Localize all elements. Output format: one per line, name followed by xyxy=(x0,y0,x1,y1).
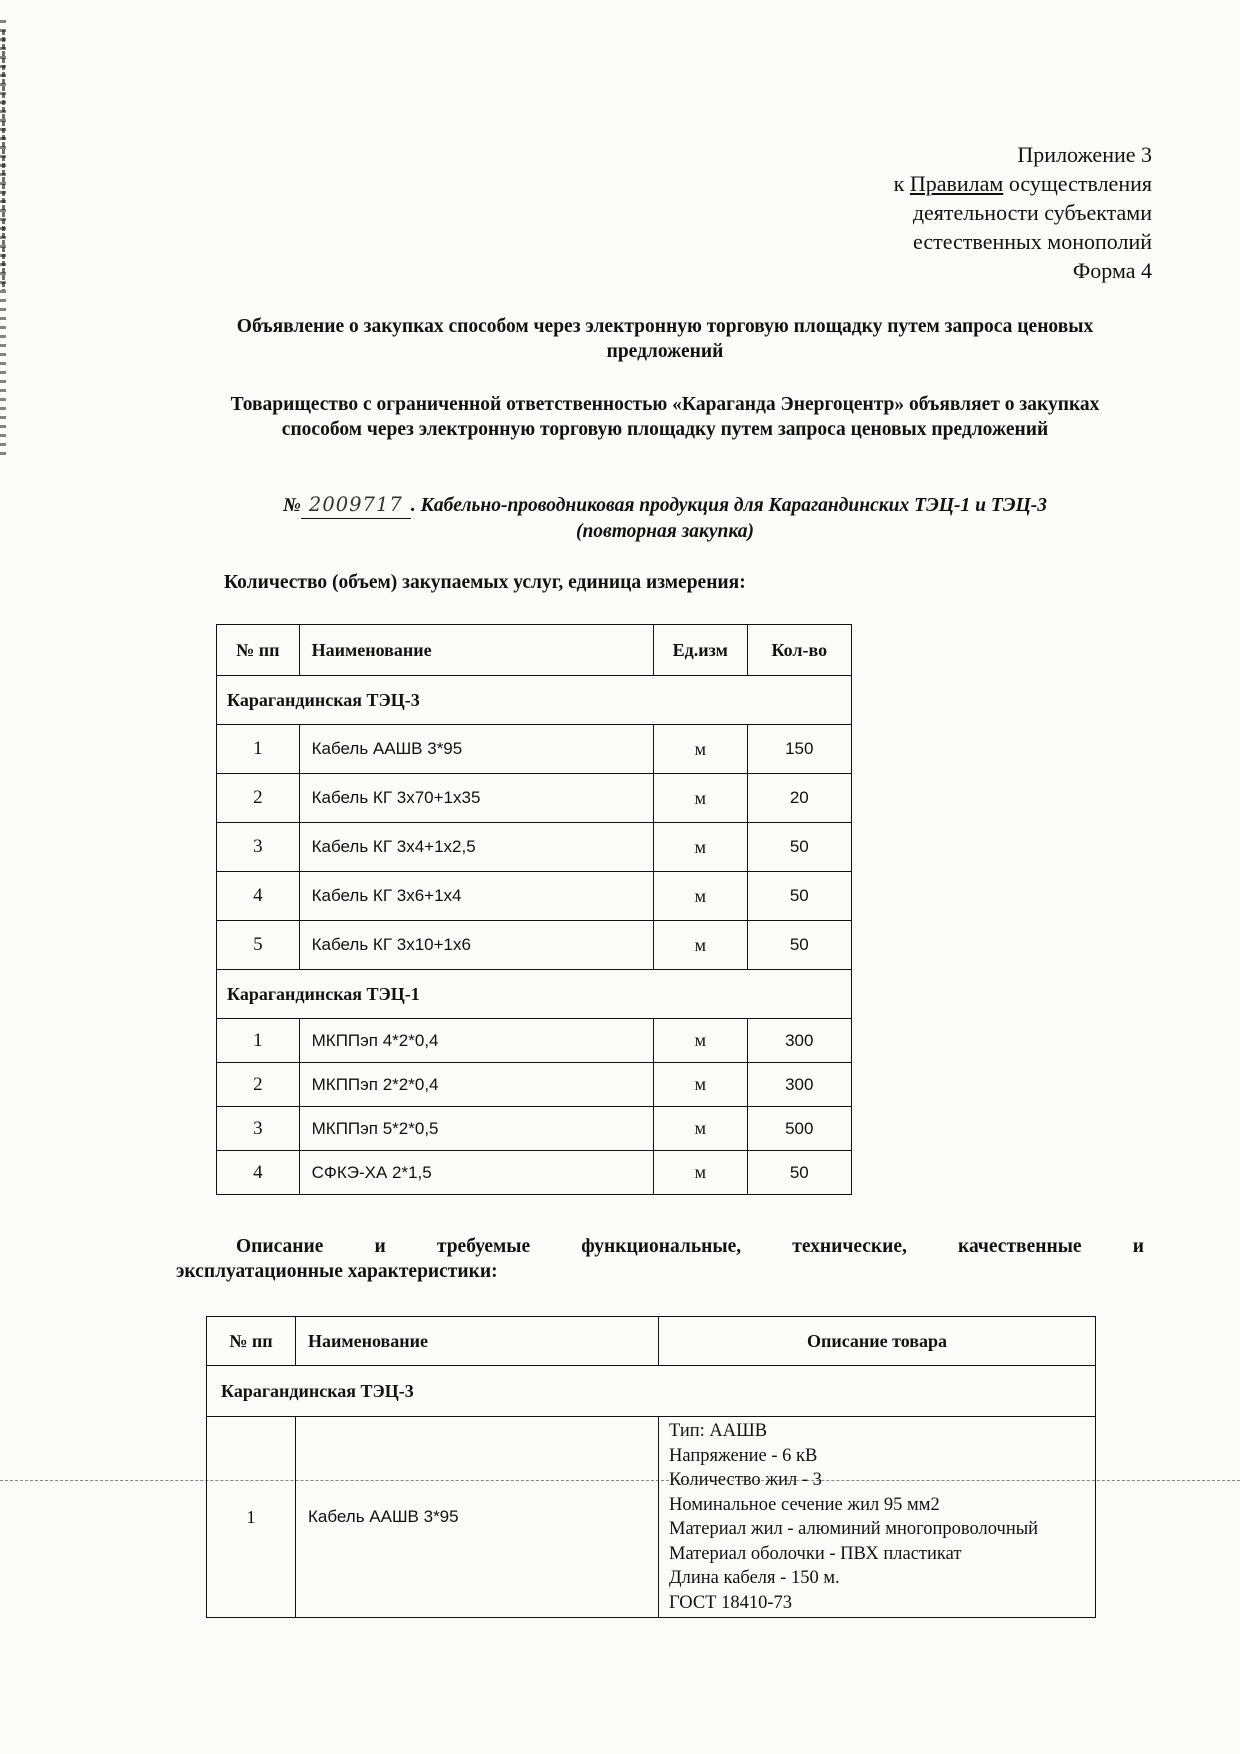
section-row xyxy=(207,1366,1096,1417)
lot-title: . Кабельно-проводниковая продукция для Карагандинских ТЭЦ-1 и ТЭЦ-3 xyxy=(410,495,1047,516)
table-row: 1 Кабель ААШВ 3*95 Тип: ААШВ Напряжение - 6 кВ Количество жил - 3 Номинальное сечение жил 95 мм2 Материал жил - алюминий многопроволочный Материал оболочки - ПВХ пластикат Длина кабеля - 150 м. ГОСТ 18410-73 xyxy=(207,1417,1096,1618)
table-row: 2 МКППэп 2*2*0,4 м 300 xyxy=(217,1063,852,1107)
table-row: 4 СФКЭ-ХА 2*1,5 м 50 xyxy=(217,1151,852,1195)
table-row: 1 Кабель ААШВ 3*95 м 150 xyxy=(217,725,852,774)
appendix-line: к Правилам осуществления xyxy=(893,171,1152,196)
lot-number-prefix: № xyxy=(283,495,301,516)
appendix-line: деятельности субъектами xyxy=(912,200,1152,225)
table-header-row xyxy=(207,1317,1096,1366)
table-row: 3 Кабель КГ 3х4+1х2,5 м 50 xyxy=(217,823,852,872)
table-header-row xyxy=(217,625,852,676)
appendix-line: естественных монополий xyxy=(913,229,1152,254)
organization-statement: Товарищество с ограниченной ответственностью «Караганда Энергоцентр» объявляет о закупках способом через электронную торговую площадку путем запроса ценовых предложений xyxy=(230,394,1100,440)
description-intro xyxy=(176,1234,1144,1284)
form-number: Форма 4 xyxy=(1072,258,1152,283)
header-num: № пп xyxy=(207,1317,296,1366)
section-row xyxy=(217,676,852,725)
table-row: 1 МКППэп 4*2*0,4 м 300 xyxy=(217,1019,852,1063)
quantity-caption: Количество (объем) закупаемых услуг, единица измерения: xyxy=(224,572,746,593)
description-table xyxy=(206,1316,1096,1618)
header-name: Наименование xyxy=(299,625,653,676)
lot-heading xyxy=(200,492,1130,545)
section-row xyxy=(217,970,852,1019)
description-intro-line: Описание и требуемые функциональные, технические, качественные и xyxy=(236,1236,1144,1257)
scan-edge-artifact xyxy=(2,30,5,290)
header-desc: Описание товара xyxy=(659,1317,1096,1366)
rules-link[interactable]: Правилам xyxy=(909,171,1004,196)
table-row: 5 Кабель КГ 3х10+1х6 м 50 xyxy=(217,921,852,970)
header-qty: Кол-во xyxy=(747,625,851,676)
header-unit: Ед.изм xyxy=(654,625,748,676)
lot-note: (повторная закупка) xyxy=(575,521,755,542)
header-name: Наименование xyxy=(296,1317,659,1366)
appendix-line: Приложение 3 xyxy=(1017,142,1152,167)
table-row: 3 МКППэп 5*2*0,5 м 500 xyxy=(217,1107,852,1151)
table-row: 4 Кабель КГ 3х6+1х4 м 50 xyxy=(217,872,852,921)
description-intro-line: эксплуатационные характеристики: xyxy=(176,1261,498,1282)
header-num: № пп xyxy=(217,625,300,676)
lot-number: 2009717 xyxy=(301,492,411,519)
table-row: 2 Кабель КГ 3х70+1х35 м 20 xyxy=(217,774,852,823)
section-title: Карагандинская ТЭЦ-3 xyxy=(217,676,852,725)
quantity-table xyxy=(216,624,852,1195)
section-title: Карагандинская ТЭЦ-1 xyxy=(217,970,852,1019)
announcement-title: Объявление о закупках способом через электронную торговую площадку путем запроса ценовых предложений xyxy=(236,316,1094,362)
section-title: Карагандинская ТЭЦ-3 xyxy=(207,1366,1096,1417)
appendix-block xyxy=(894,140,1152,285)
product-description: Тип: ААШВ Напряжение - 6 кВ Количество жил - 3 Номинальное сечение жил 95 мм2 Материал жил - алюминий многопроволочный Материал оболочки - ПВХ пластикат Длина кабеля - 150 м. ГОСТ 18410-73 xyxy=(659,1417,1096,1618)
